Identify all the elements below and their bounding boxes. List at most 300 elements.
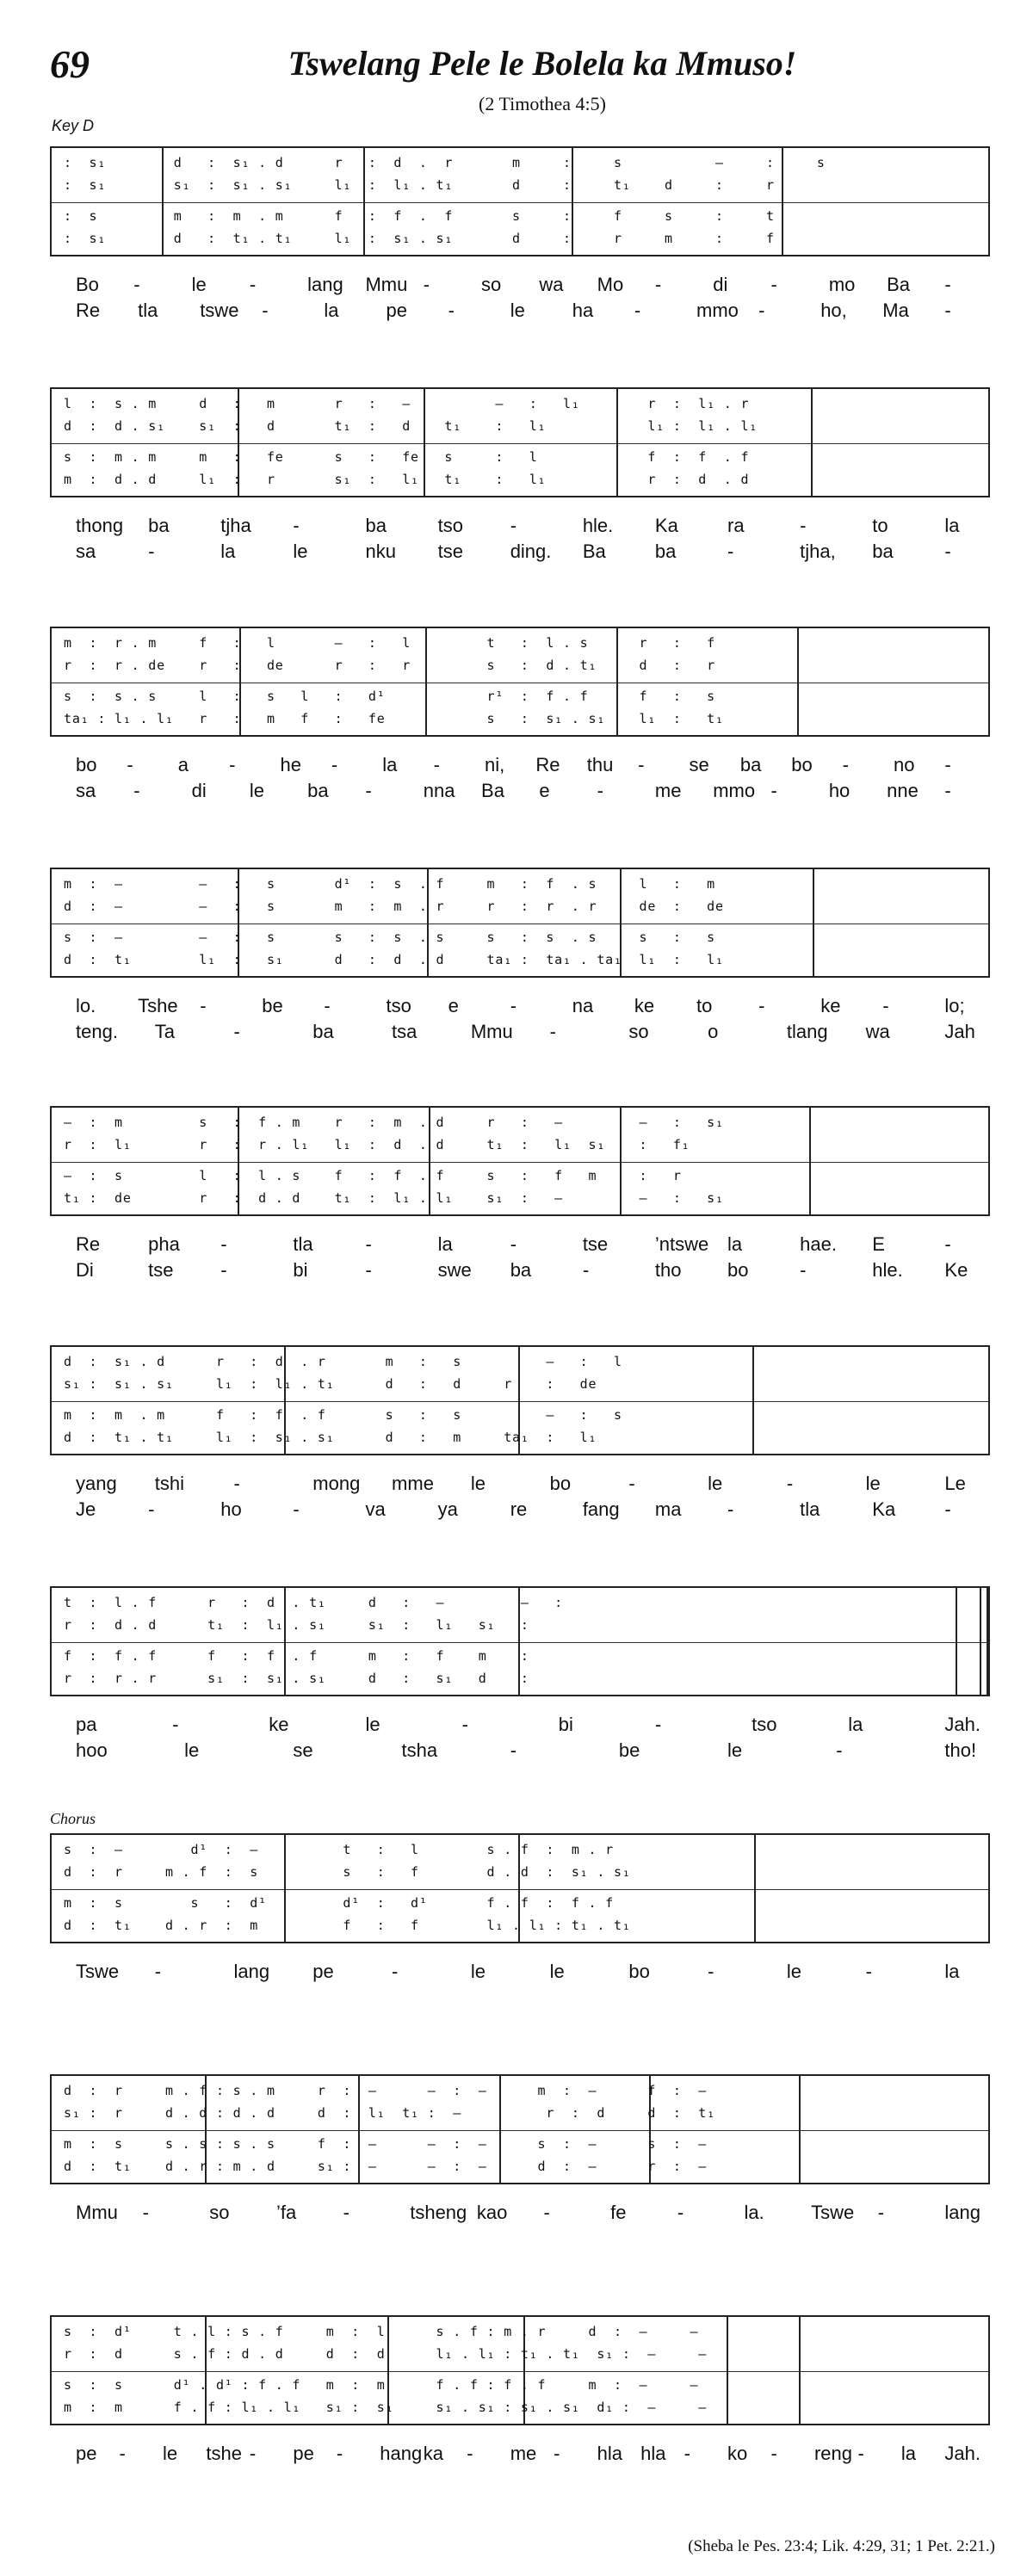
- lyric-syllable: la: [437, 1233, 453, 1255]
- lyric-syllable: hae.: [800, 1233, 837, 1255]
- lyric-syllable: -: [127, 754, 133, 775]
- lyric-syllable: -: [233, 1021, 240, 1042]
- lyric-syllable: -: [836, 1739, 843, 1761]
- lyric-syllable: pe: [293, 2443, 314, 2464]
- lyric-syllable: hle.: [582, 515, 614, 536]
- lyric-syllable: le: [786, 1961, 801, 1982]
- lyric-syllable: pha: [148, 1233, 180, 1255]
- lyric-syllable: la: [727, 1233, 743, 1255]
- solfa-line: s₁ : s₁ . s₁ l₁ : l₁ . t₁ d : d r : de: [64, 1376, 597, 1392]
- solfa-line: d : t₁ l₁ : s₁ d : d . d ta₁ : ta₁ . ta₁ l₁ : l₁: [64, 952, 724, 967]
- lyric-syllable: tla: [138, 300, 158, 321]
- lyric-syllable: di: [713, 274, 728, 295]
- lyric-syllable: nku: [365, 541, 396, 562]
- lyric-syllable: ma: [654, 1498, 682, 1520]
- lyric-syllable: fang: [582, 1498, 620, 1520]
- lyric-syllable: -: [549, 1021, 556, 1042]
- lyric-syllable: -: [800, 515, 807, 536]
- solfa-line: f : f . f f : f . f m : f m :: [64, 1648, 529, 1664]
- lyric-syllable: Ke: [944, 1259, 968, 1281]
- lyric-syllable: -: [461, 1714, 468, 1735]
- lyric-syllable: ke: [634, 995, 655, 1016]
- lyric-syllable: hang: [380, 2443, 423, 2464]
- lyric-syllable: tshi: [154, 1473, 184, 1494]
- lyric-syllable: e: [448, 995, 459, 1016]
- lyric-syllable: -: [554, 2443, 560, 2464]
- staff-divider: [52, 2130, 988, 2131]
- lyric-syllable: Mmu: [470, 1021, 513, 1042]
- lyric-syllable: la: [324, 300, 339, 321]
- solfa-line: t : l . f r : d . t₁ d : — — :: [64, 1595, 564, 1610]
- lyric-syllable: hla: [597, 2443, 622, 2464]
- lyric-syllable: Ka: [654, 515, 678, 536]
- lyric-syllable: na: [572, 995, 594, 1016]
- lyric-syllable: -: [293, 1498, 300, 1520]
- lyric-syllable: Jah: [944, 1021, 975, 1042]
- lyric-syllable: tjha: [220, 515, 251, 536]
- solfa-line: m : m . m f : f . f s : s — : s: [64, 1407, 622, 1423]
- lyric-syllable: me: [510, 2443, 537, 2464]
- lyric-syllable: -: [944, 1233, 951, 1255]
- lyric-line: [50, 1259, 990, 1283]
- lyric-syllable: la: [900, 2443, 917, 2464]
- lyric-syllable: -: [654, 1714, 662, 1735]
- lyric-syllable: he: [280, 754, 301, 775]
- lyric-syllable: tsha: [401, 1739, 438, 1761]
- lyric-syllable: Jah.: [944, 2443, 980, 2464]
- solfa-line: : s₁ d : t₁ . t₁ l₁ : s₁ . s₁ d : r m : f: [64, 231, 775, 246]
- lyric-syllable: -: [343, 2202, 349, 2223]
- lyric-syllable: -: [727, 541, 734, 562]
- lyric-syllable: -: [944, 1498, 951, 1520]
- lyric-syllable: Bo: [76, 274, 99, 295]
- lyric-syllable: wa: [865, 1021, 890, 1042]
- lyric-syllable: Ka: [872, 1498, 896, 1520]
- solfa-staff: [50, 2074, 990, 2184]
- lyric-syllable: Mmu: [76, 2202, 118, 2223]
- lyric-syllable: pe: [76, 2443, 97, 2464]
- solfa-line: m : s s . s : s . s f : — — : — s : — s : —: [64, 2136, 708, 2152]
- lyric-syllable: lang: [307, 274, 343, 295]
- lyric-syllable: ho: [828, 780, 851, 801]
- lyric-syllable: -: [654, 274, 662, 295]
- solfa-line: : s₁ d : s₁ . d r : d . r m : s — : s: [64, 155, 826, 170]
- lyric-syllable: -: [877, 2202, 885, 2223]
- lyric-syllable: so: [628, 1021, 649, 1042]
- lyric-syllable: me: [654, 780, 682, 801]
- solfa-line: m : r . m f : l — : l t : l . s r : f: [64, 635, 715, 651]
- lyric-syllable: lo;: [944, 995, 965, 1016]
- lyric-syllable: -: [770, 2443, 777, 2464]
- lyric-syllable: so: [209, 2202, 230, 2223]
- lyric-syllable: la: [848, 1714, 863, 1735]
- lyric-syllable: ke: [269, 1714, 289, 1735]
- lyric-syllable: -: [944, 274, 951, 295]
- lyric-syllable: E: [872, 1233, 885, 1255]
- solfa-staff: [50, 1345, 990, 1455]
- lyric-syllable: ba: [365, 515, 387, 536]
- solfa-line: r : r . r s₁ : s₁ . s₁ d : s₁ d :: [64, 1671, 529, 1686]
- solfa-line: m : s s : d¹ d¹ : d¹ f . f : f . f: [64, 1895, 614, 1911]
- lyric-syllable: -: [944, 300, 951, 321]
- lyric-syllable: tsa: [392, 1021, 418, 1042]
- lyric-syllable: -: [510, 515, 517, 536]
- lyric-syllable: ke: [820, 995, 841, 1016]
- lyric-syllable: fe: [610, 2202, 627, 2223]
- lyric-syllable: -: [448, 300, 455, 321]
- lyric-syllable: -: [944, 754, 951, 775]
- lyric-syllable: -: [133, 274, 140, 295]
- lyric-syllable: mmo: [713, 780, 756, 801]
- lyric-syllable: -: [543, 2202, 550, 2223]
- lyric-line: [50, 754, 990, 778]
- lyric-syllable: be: [262, 995, 283, 1016]
- lyric-syllable: -: [770, 780, 777, 801]
- lyric-syllable: no: [894, 754, 915, 775]
- lyric-line: [50, 1021, 990, 1045]
- footnote: (Sheba le Pes. 23:4; Lik. 4:29, 31; 1 Pet. 2:21.): [688, 2537, 995, 2555]
- lyric-syllable: di: [191, 780, 207, 801]
- lyric-syllable: Le: [944, 1473, 966, 1494]
- lyric-syllable: Jah.: [944, 1714, 980, 1735]
- lyric-syllable: reng: [813, 2443, 853, 2464]
- lyric-syllable: -: [220, 1233, 227, 1255]
- lyric-syllable: Je: [76, 1498, 96, 1520]
- lyric-syllable: -: [229, 754, 236, 775]
- lyric-syllable: e: [539, 780, 550, 801]
- solfa-line: d : t₁ d . r : m . d s₁ : — — : — d : — r : —: [64, 2159, 708, 2174]
- lyric-syllable: le: [162, 2443, 178, 2464]
- lyric-line: [50, 1714, 990, 1738]
- lyric-syllable: -: [249, 274, 257, 295]
- lyric-syllable: -: [293, 515, 300, 536]
- solfa-line: d : r m . f : s . m r : — — : — m : — f : —: [64, 2083, 708, 2098]
- lyric-syllable: yang: [76, 1473, 117, 1494]
- lyric-syllable: tshe: [206, 2443, 242, 2464]
- lyric-syllable: Ba: [582, 541, 606, 562]
- lyric-syllable: tho!: [944, 1739, 977, 1761]
- lyric-syllable: -: [597, 780, 603, 801]
- solfa-line: d : r m . f : s s : f d . d : s₁ . s₁: [64, 1864, 631, 1880]
- lyric-syllable: ya: [437, 1498, 458, 1520]
- lyric-syllable: se: [293, 1739, 313, 1761]
- lyric-syllable: ’ntswe: [654, 1233, 709, 1255]
- lyric-syllable: -: [392, 1961, 399, 1982]
- solfa-line: d : s₁ . d r : d . r m : s — : l: [64, 1354, 622, 1369]
- song-header: [0, 0, 1033, 138]
- lyric-syllable: to: [872, 515, 888, 536]
- solfa-line: m : — — : s d¹ : s . f m : f . s l : m: [64, 876, 715, 892]
- lyric-syllable: tlang: [786, 1021, 828, 1042]
- lyric-syllable: tso: [752, 1714, 777, 1735]
- lyric-syllable: ba: [739, 754, 762, 775]
- solfa-line: r : r . de r : de r : r s : d . t₁ d : r: [64, 658, 715, 673]
- lyric-syllable: -: [433, 754, 440, 775]
- solfa-line: s₁ : r d . d : d . d d : l₁ t₁ : — r : d d : t₁: [64, 2105, 715, 2121]
- lyric-syllable: Re: [535, 754, 560, 775]
- lyric-syllable: bo: [628, 1961, 650, 1982]
- lyric-syllable: -: [365, 1259, 372, 1281]
- solfa-line: d : d . s₁ s₁ : d t₁ : d t₁ : l₁ l₁ : l₁ . l₁: [64, 418, 758, 434]
- lyric-line: [50, 780, 990, 804]
- lyric-syllable: le: [865, 1473, 881, 1494]
- lyric-line: [50, 541, 990, 565]
- lyric-line: [50, 2202, 990, 2226]
- lyric-line: [50, 1961, 990, 1985]
- lyric-syllable: tso: [437, 515, 463, 536]
- lyric-syllable: hoo: [76, 1739, 108, 1761]
- lyric-syllable: -: [510, 1739, 517, 1761]
- solfa-staff: [50, 627, 990, 737]
- lyric-syllable: -: [324, 995, 331, 1016]
- lyric-syllable: lang: [944, 2202, 980, 2223]
- solfa-staff: [50, 387, 990, 497]
- lyric-syllable: -: [200, 995, 207, 1016]
- lyric-syllable: pe: [386, 300, 407, 321]
- staff-divider: [52, 1642, 988, 1643]
- lyric-syllable: -: [154, 1961, 162, 1982]
- lyric-syllable: le: [470, 1961, 486, 1982]
- solfa-staff: [50, 1833, 990, 1943]
- lyric-syllable: tswe: [200, 300, 239, 321]
- lyric-syllable: va: [365, 1498, 386, 1520]
- lyric-syllable: le: [293, 541, 308, 562]
- lyric-syllable: -: [628, 1473, 635, 1494]
- lyric-syllable: -: [770, 274, 777, 295]
- lyric-syllable: la: [382, 754, 398, 775]
- lyric-syllable: -: [510, 995, 517, 1016]
- lyric-syllable: la: [944, 515, 960, 536]
- lyric-syllable: nna: [423, 780, 455, 801]
- lyric-syllable: bo: [549, 1473, 572, 1494]
- lyric-syllable: hle.: [872, 1259, 903, 1281]
- lyric-syllable: tla: [293, 1233, 313, 1255]
- lyric-syllable: pe: [312, 1961, 334, 1982]
- lyric-syllable: la.: [744, 2202, 764, 2223]
- lyric-syllable: bi: [558, 1714, 573, 1735]
- lyric-syllable: bo: [791, 754, 813, 775]
- lyric-syllable: -: [727, 1498, 734, 1520]
- lyric-syllable: lo.: [76, 995, 96, 1016]
- lyric-syllable: -: [249, 2443, 257, 2464]
- lyric-syllable: tho: [654, 1259, 682, 1281]
- lyric-syllable: ba: [307, 780, 329, 801]
- lyric-syllable: -: [142, 2202, 149, 2223]
- staff-divider: [52, 1889, 988, 1890]
- lyric-syllable: -: [865, 1961, 872, 1982]
- lyric-syllable: -: [172, 1714, 179, 1735]
- staff-divider: [52, 2371, 988, 2372]
- lyric-syllable: -: [233, 1473, 240, 1494]
- lyric-syllable: Ba: [481, 780, 504, 801]
- lyric-line: [50, 1233, 990, 1257]
- lyric-line: [50, 300, 990, 324]
- lyric-syllable: le: [191, 274, 207, 295]
- lyric-syllable: -: [510, 1233, 517, 1255]
- solfa-line: r : l₁ r : r . l₁ l₁ : d . d t₁ : l₁ s₁ : f₁: [64, 1137, 690, 1152]
- lyric-syllable: ho: [220, 1498, 242, 1520]
- lyric-syllable: ra: [727, 515, 745, 536]
- lyric-syllable: -: [467, 2443, 473, 2464]
- lyric-syllable: ba: [510, 1259, 532, 1281]
- lyric-syllable: -: [365, 1233, 372, 1255]
- staff-divider: [52, 1162, 988, 1163]
- lyric-syllable: sa: [76, 541, 96, 562]
- lyric-syllable: ba: [312, 1021, 334, 1042]
- lyric-syllable: -: [684, 2443, 690, 2464]
- lyric-syllable: -: [423, 274, 430, 295]
- scripture-reference: (2 Timothea 4:5): [479, 93, 606, 114]
- solfa-line: s : s d¹ . d¹ : f . f m : m f . f : f . f m : — —: [64, 2377, 699, 2393]
- lyric-syllable: le: [470, 1473, 486, 1494]
- solfa-line: s : m . m m : fe s : fe s : l f : f . f: [64, 449, 750, 465]
- lyric-syllable: se: [689, 754, 709, 775]
- solfa-line: s : — — : s s : s . s s : s . s s : s: [64, 930, 715, 945]
- lyric-syllable: le: [727, 1739, 743, 1761]
- lyric-syllable: thong: [76, 515, 124, 536]
- lyric-syllable: Re: [76, 300, 101, 321]
- lyric-syllable: sa: [76, 780, 96, 801]
- lyric-syllable: -: [634, 300, 641, 321]
- lyric-syllable: be: [618, 1739, 640, 1761]
- solfa-line: s : d¹ t . l : s . f m : l s . f : m . r d : — —: [64, 2324, 699, 2339]
- lyric-syllable: le: [549, 1961, 565, 1982]
- lyric-syllable: to: [696, 995, 713, 1016]
- solfa-line: s : s . s l : s l : d¹ r¹ : f . f f : s: [64, 689, 715, 704]
- lyric-syllable: hla: [640, 2443, 666, 2464]
- lyric-syllable: -: [758, 995, 765, 1016]
- lyric-syllable: -: [708, 1961, 714, 1982]
- lyric-syllable: -: [336, 2443, 343, 2464]
- solfa-line: d : — — : s m : m . r r : r . r de : de: [64, 899, 724, 914]
- lyric-syllable: mmo: [696, 300, 739, 321]
- lyric-syllable: -: [882, 995, 889, 1016]
- key-signature: Key D: [52, 117, 95, 134]
- lyric-syllable: -: [365, 780, 372, 801]
- lyric-syllable: -: [119, 2443, 126, 2464]
- lyric-syllable: ding.: [510, 541, 552, 562]
- song-number: 69: [50, 42, 90, 86]
- lyric-syllable: tse: [437, 541, 463, 562]
- solfa-line: — : s l : l . s f : f . f s : f m : r: [64, 1168, 682, 1183]
- lyric-syllable: ’fa: [275, 2202, 297, 2223]
- lyric-line: [50, 274, 990, 298]
- lyric-syllable: lang: [233, 1961, 270, 1982]
- lyric-syllable: la: [944, 1961, 960, 1982]
- lyric-syllable: Tswe: [76, 1961, 120, 1982]
- lyric-line: [50, 515, 990, 539]
- solfa-line: : s m : m . m f : f . f s : f s : t: [64, 208, 775, 224]
- lyric-syllable: -: [133, 780, 140, 801]
- lyric-syllable: ni,: [485, 754, 505, 775]
- lyric-syllable: le: [184, 1739, 200, 1761]
- lyric-syllable: Tshe: [138, 995, 178, 1016]
- lyric-line: [50, 2443, 990, 2467]
- lyric-syllable: -: [148, 541, 155, 562]
- lyric-syllable: re: [510, 1498, 528, 1520]
- solfa-staff: [50, 868, 990, 978]
- lyric-syllable: Ba: [887, 274, 911, 295]
- lyric-syllable: le: [249, 780, 264, 801]
- solfa-line: r : d . d t₁ : l₁ . s₁ s₁ : l₁ s₁ :: [64, 1617, 529, 1633]
- lyric-syllable: -: [944, 541, 951, 562]
- solfa-line: t₁ : de r : d . d t₁ : l₁ . l₁ s₁ : — — : s₁: [64, 1190, 724, 1206]
- lyric-syllable: -: [842, 754, 849, 775]
- lyric-syllable: Ma: [882, 300, 909, 321]
- lyric-syllable: mo: [828, 274, 856, 295]
- lyric-syllable: bo: [76, 754, 97, 775]
- lyric-line: [50, 995, 990, 1019]
- staff-divider: [52, 443, 988, 444]
- lyric-syllable: -: [638, 754, 645, 775]
- solfa-line: — : m s : f . m r : m . d r : — — : s₁: [64, 1115, 724, 1130]
- lyric-syllable: tla: [800, 1498, 820, 1520]
- lyric-syllable: bo: [727, 1259, 749, 1281]
- lyric-syllable: -: [582, 1259, 590, 1281]
- lyric-syllable: -: [220, 1259, 227, 1281]
- lyric-syllable: so: [481, 274, 502, 295]
- lyric-syllable: mme: [392, 1473, 434, 1494]
- lyric-syllable: pa: [76, 1714, 97, 1735]
- solfa-line: d : t₁ d . r : m f : f l₁ . l₁ : t₁ . t₁: [64, 1918, 631, 1933]
- lyric-syllable: ko: [727, 2443, 748, 2464]
- lyric-syllable: ba: [872, 541, 894, 562]
- staff-divider: [52, 202, 988, 203]
- lyric-syllable: Ta: [154, 1021, 175, 1042]
- lyric-syllable: Mmu: [365, 274, 408, 295]
- lyric-syllable: a: [177, 754, 189, 775]
- solfa-staff: [50, 1106, 990, 1216]
- lyric-syllable: -: [786, 1473, 794, 1494]
- lyric-syllable: tse: [148, 1259, 174, 1281]
- lyric-syllable: tjha,: [800, 541, 836, 562]
- solfa-line: r : d s . f : d . d d : d l₁ . l₁ : t₁ . t₁ s₁ : — —: [64, 2346, 708, 2362]
- lyric-syllable: wa: [539, 274, 564, 295]
- lyric-syllable: -: [262, 300, 269, 321]
- lyric-syllable: tso: [386, 995, 411, 1016]
- lyric-syllable: ba: [148, 515, 170, 536]
- lyric-syllable: tse: [582, 1233, 609, 1255]
- lyric-syllable: la: [220, 541, 236, 562]
- solfa-line: m : d . d l₁ : r s₁ : l₁ t₁ : l₁ r : d . d: [64, 472, 750, 487]
- lyric-syllable: le: [365, 1714, 380, 1735]
- chorus-label: Chorus: [50, 1810, 96, 1827]
- solfa-staff: [50, 2315, 990, 2425]
- lyric-syllable: ka: [423, 2443, 443, 2464]
- solfa-line: d : t₁ . t₁ l₁ : s₁ . s₁ d : m ta₁ : l₁: [64, 1430, 597, 1445]
- lyric-syllable: -: [758, 300, 765, 321]
- solfa-staff: [50, 1586, 990, 1696]
- lyric-syllable: Tswe: [811, 2202, 855, 2223]
- solfa-staff: [50, 146, 990, 256]
- lyric-syllable: swe: [437, 1259, 472, 1281]
- lyric-syllable: mong: [312, 1473, 361, 1494]
- lyric-syllable: ha: [572, 300, 594, 321]
- lyric-syllable: -: [944, 780, 951, 801]
- lyric-syllable: ho,: [820, 300, 847, 321]
- lyric-line: [50, 1498, 990, 1523]
- lyric-syllable: bi: [293, 1259, 308, 1281]
- solfa-line: s : — d¹ : — t : l s . f : m . r: [64, 1842, 614, 1857]
- lyric-syllable: le: [510, 300, 525, 321]
- solfa-line: ta₁ : l₁ . l₁ r : m f : fe s : s₁ . s₁ l₁ : t₁: [64, 711, 724, 726]
- lyric-line: [50, 1739, 990, 1764]
- lyric-syllable: Re: [76, 1233, 101, 1255]
- lyric-syllable: nne: [887, 780, 919, 801]
- lyric-syllable: Di: [76, 1259, 94, 1281]
- lyric-syllable: -: [800, 1259, 807, 1281]
- lyric-line: [50, 1473, 990, 1497]
